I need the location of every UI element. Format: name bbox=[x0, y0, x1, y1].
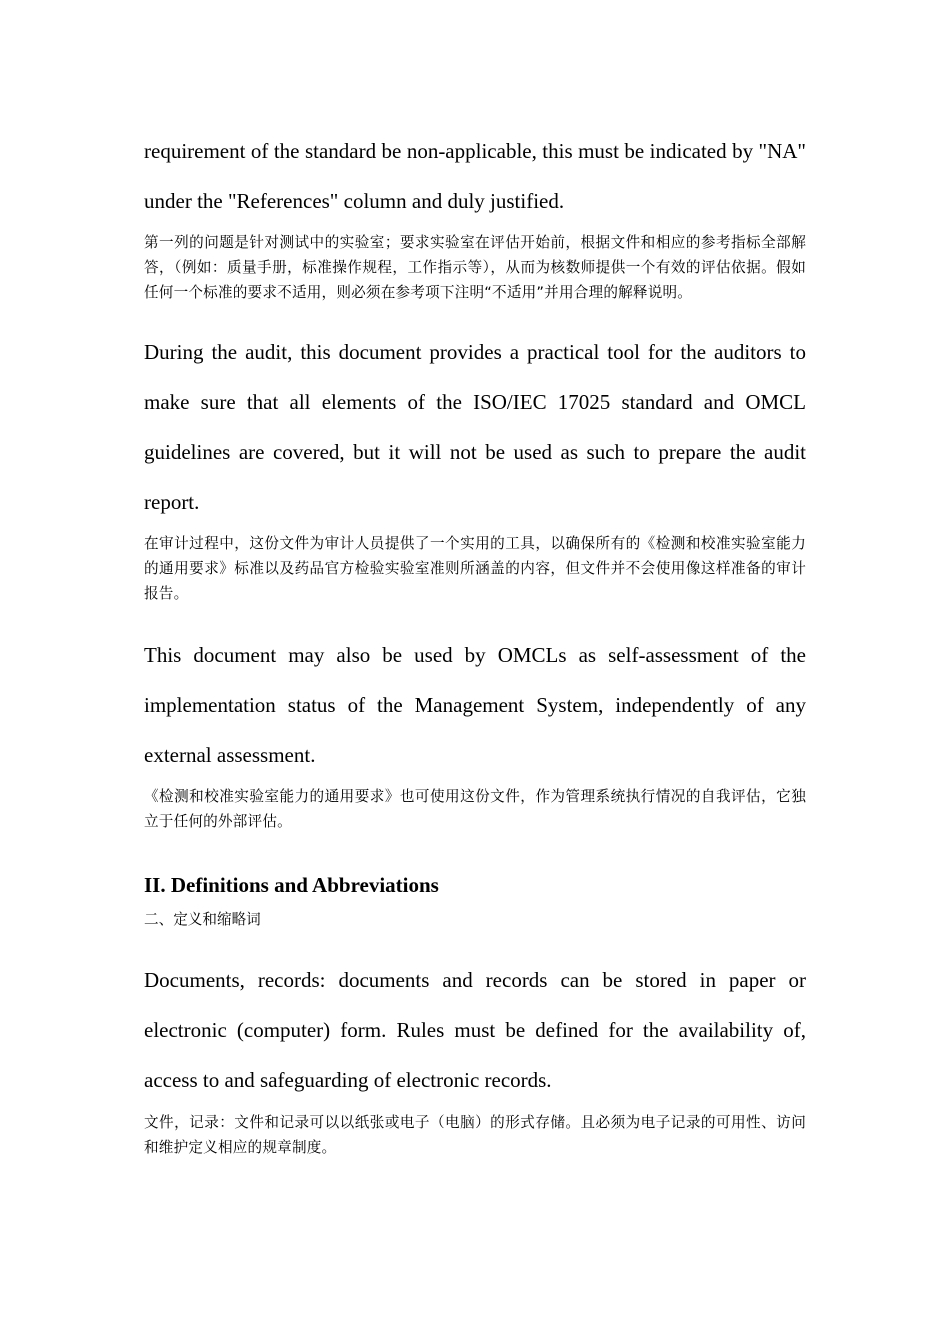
section-heading-definitions-zh: 二、定义和缩略词 bbox=[144, 911, 261, 928]
section-heading-definitions: II. Definitions and Abbreviations bbox=[144, 873, 439, 897]
paragraph-audit-tool-en: During the audit, this document provides a practical tool for the auditors to make sure that all elements of the ISO/IEC 17025 standard and OMCL guidelines are covered, but it will not be used as such to prepare the audit report. bbox=[144, 340, 806, 514]
paragraph-audit-tool-zh: 在审计过程中，这份文件为审计人员提供了一个实用的工具，以确保所有的《检测和校准实验室能力的通用要求》标准以及药品官方检验实验室准则所涵盖的内容，但文件并不会使用像这样准备的审计报告。 bbox=[144, 535, 806, 602]
paragraph-na-requirement-en: requirement of the standard be non-applicable, this must be indicated by "NA" under the "References" column and duly justified. bbox=[144, 139, 806, 213]
paragraph-self-assessment-zh: 《检测和校准实验室能力的通用要求》也可使用这份文件，作为管理系统执行情况的自我评估，它独立于任何的外部评估。 bbox=[144, 788, 806, 830]
paragraph-documents-records-zh: 文件，记录：文件和记录可以以纸张或电子（电脑）的形式存储。且必须为电子记录的可用性、访问和维护定义相应的规章制度。 bbox=[144, 1114, 806, 1156]
document-body bbox=[144, 126, 806, 1160]
paragraph-self-assessment-en: This document may also be used by OMCLs as self-assessment of the implementation status of the Management System, independently of any external assessment. bbox=[144, 643, 806, 767]
paragraph-documents-records-en: Documents, records: documents and records can be stored in paper or electronic (computer) form. Rules must be defined for the availability of, access to and safeguarding of electronic records. bbox=[144, 968, 806, 1092]
paragraph-na-requirement-zh: 第一列的问题是针对测试中的实验室；要求实验室在评估开始前，根据文件和相应的参考指标全部解答，（例如：质量手册，标准操作规程，工作指示等），从而为核数师提供一个有效的评估依据。假如任何一个标准的要求不适用，则必须在参考项下注明“不适用”并用合理的解释说明。 bbox=[144, 234, 806, 301]
